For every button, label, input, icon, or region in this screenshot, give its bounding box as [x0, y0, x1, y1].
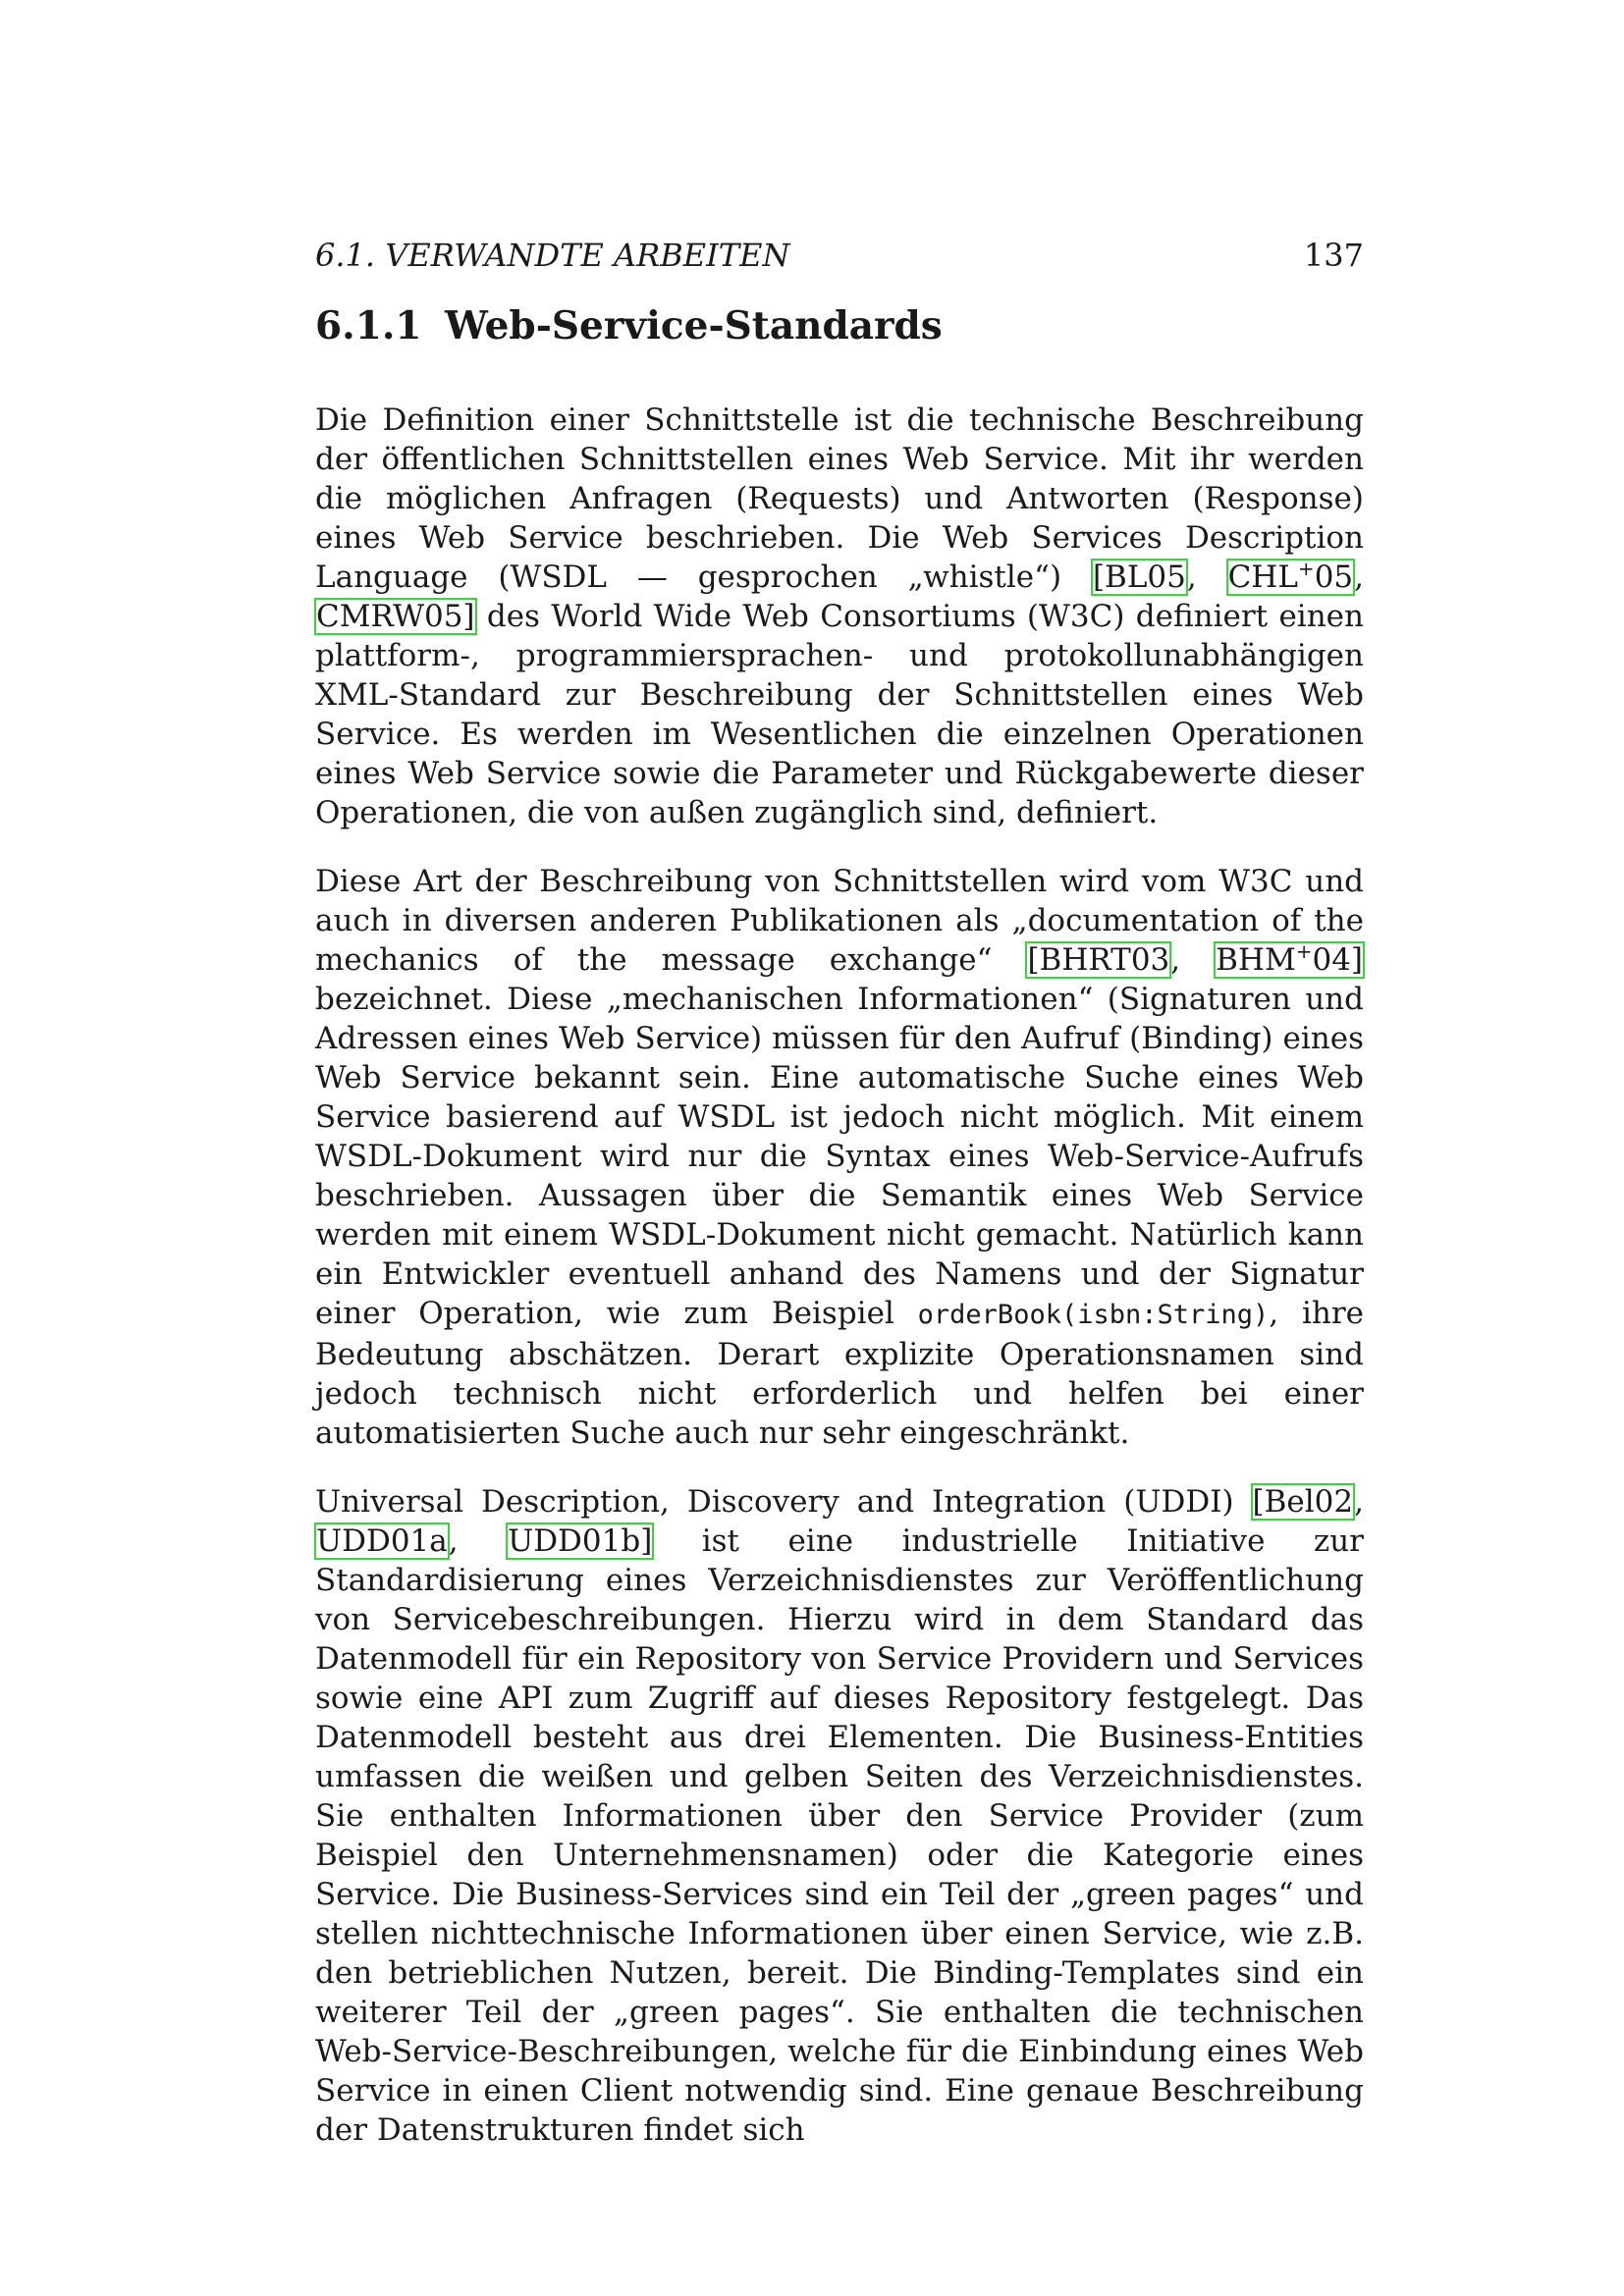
citation-link[interactable]: UDD01a	[316, 1523, 448, 1559]
text-run: Universal Description, Discovery and Integration (UDDI)	[315, 1484, 1252, 1520]
citation-link[interactable]: [BL05	[1092, 560, 1186, 595]
citation-link[interactable]	[1215, 939, 1364, 978]
citation-link[interactable]: CMRW05]	[316, 599, 475, 634]
citation-sup: +	[1297, 557, 1315, 580]
citation-base: BHM	[1216, 942, 1296, 978]
text-run: des World Wide Web Consortiums (W3C) definiert einen plattform-, programmiersprachen- und protokollunabhängigen XML-Standard zur Beschreibung der Schnittstellen eines Web Service. Es werden im Wesentlichen die einzelnen Operationen eines Web Service sowie die Parameter und Rückgabewerte dieser Operationen, die von außen zugänglich sind, definiert.	[315, 599, 1364, 830]
text-run: ist eine industrielle Initiative zur Standardisierung eines Verzeichnisdienstes zur Veröffentlichung von Servicebeschreibungen. Hierzu wird in dem Standard das Datenmodell für ein Repository von Service Providern und Services sowie eine API zum Zugriff auf dieses Repository festgelegt. Das Datenmodell besteht aus drei Elementen. Die Business-Entities umfassen die weißen und gelben Seiten des Verzeichnisdienstes. Sie enthalten Informationen über den Service Provider (zum Beispiel den Unternehmensnamen) oder die Kategorie eines Service. Die Business-Services sind ein Teil der „green pages“ und stellen nichttechnische Informationen über einen Service, wie z.B. den betrieblichen Nutzen, bereit. Die Binding-Templates sind ein weiterer Teil der „green pages“. Sie enthalten die technischen Web-Service-Beschreibungen, welche für die Einbindung eines Web Service in einen Client notwendig sind. Eine genaue Beschreibung der Datenstrukturen findet sich	[315, 1523, 1364, 2148]
citation-tail: 04]	[1312, 942, 1364, 978]
text-run: ,	[1354, 1484, 1364, 1520]
citation-link[interactable]: UDD01b]	[508, 1523, 653, 1559]
section-title: Web-Service-Standards	[445, 303, 943, 348]
citation-link[interactable]	[1227, 557, 1355, 595]
page-number: 137	[1303, 237, 1364, 274]
text-run: Die Definition einer Schnittstelle ist die technische Beschreibung der öffentlichen Schnittstellen eines Web Service. Mit ihr werden die möglichen Anfragen (Requests) und Antworten (Response) eines Web Service beschrieben. Die Web Services Description Language (WSDL — gesprochen „whistle“)	[315, 402, 1364, 595]
text-run: Diese Art der Beschreibung von Schnittstellen wird vom W3C und auch in diversen anderen Publikationen als „documentation of the mechanics of the message exchange“	[315, 864, 1364, 978]
text-run: ,	[448, 1523, 508, 1559]
text-run: bezeichnet. Diese „mechanischen Informationen“ (Signaturen und Adressen eines Web Service) müssen für den Aufruf (Binding) eines Web Service bekannt sein. Eine automatische Suche eines Web Service basierend auf WSDL ist jedoch nicht möglich. Mit einem WSDL-Dokument wird nur die Syntax eines Web-Service-Aufrufs beschrieben. Aussagen über die Semantik eines Web Service werden mit einem WSDL-Dokument nicht gemacht. Natürlich kann ein Entwickler eventuell anhand des Namens und der Signatur einer Operation, wie zum Beispiel	[315, 982, 1364, 1331]
page	[315, 236, 1364, 2179]
paragraph-wsdl	[315, 400, 1364, 832]
citation-base: CHL	[1227, 560, 1298, 595]
text-run: , ihre Bedeutung abschätzen. Derart explizite Operationsnamen sind jedoch technisch nicht erforderlich und helfen bei einer automatisierten Suche auch nur sehr eingeschränkt.	[315, 1296, 1364, 1451]
text-run: ,	[1170, 942, 1216, 978]
text-run: ,	[1186, 560, 1227, 595]
citation-sup: +	[1295, 939, 1313, 963]
section-heading	[315, 302, 1364, 349]
code-snippet: orderBook(isbn:String)	[917, 1300, 1270, 1330]
body-text	[315, 400, 1364, 2150]
paragraph-mechanics	[315, 862, 1364, 1453]
section-number: 6.1.1	[315, 303, 422, 348]
citation-tail: 05	[1314, 560, 1354, 595]
running-head	[315, 236, 1364, 275]
citation-link[interactable]: [BHRT03	[1027, 942, 1170, 978]
text-run: ,	[1354, 560, 1364, 595]
running-head-chapter: 6.1. VERWANDTE ARBEITEN	[315, 237, 790, 274]
paragraph-uddi	[315, 1482, 1364, 2150]
citation-link[interactable]: [Bel02	[1252, 1484, 1354, 1520]
